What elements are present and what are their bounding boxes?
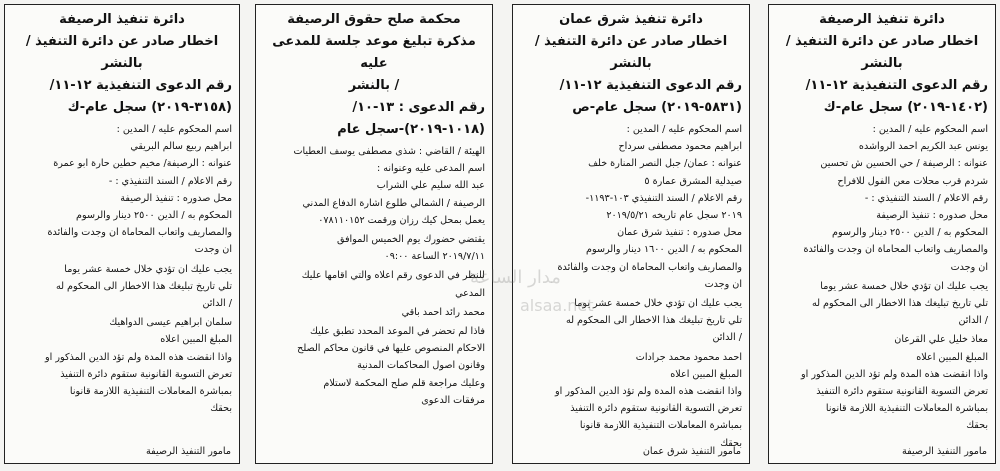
- notice-line: رقم الاعلام / السند التنفيذي : -: [108, 175, 232, 187]
- notice-line: صيدلية المشرق عمارة ٥: [644, 175, 742, 187]
- creditor-name: احمد محمود محمد جرادات: [635, 351, 742, 363]
- notice-subheading-cont: / بالنشر: [348, 78, 400, 93]
- plaintiff-name: محمد رائد احمد باقي: [401, 306, 485, 318]
- notice-line: تلي تاريخ تبليغك هذا الاخطار الى المحكوم له: [55, 280, 232, 292]
- notice-line: بحقك: [720, 437, 742, 449]
- case-number: رقم الدعوى التنفيذية ١٢-١١/: [559, 78, 742, 93]
- notice-line: والمصاريف واتعاب المحاماة ان وجدت والفائدة: [803, 244, 988, 256]
- notice-line: وعليك مراجعة قلم صلح المحكمة لاستلام: [323, 377, 485, 389]
- notice-line: الهيئة / القاضي : شذى مصطفى يوسف العطيات: [293, 146, 485, 157]
- notice-line: بحقك: [210, 403, 232, 415]
- notice-line: المحكوم به / الدين ١٦٠٠ دينار والرسوم: [586, 244, 742, 256]
- notice-line: وقانون اصول المحاكمات المدنية: [357, 360, 485, 372]
- notice-line: ابراهيم محمود مصطفى سرداح: [618, 141, 742, 153]
- notice-line: يجب عليك ان تؤدي خلال خمسة عشر يوما: [574, 298, 742, 310]
- notice-line: والمصاريف واتعاب المحاماة ان وجدت والفائدة: [47, 227, 232, 239]
- notice-line: المحكوم به / الدين ٢٥٠٠ دينار والرسوم: [76, 210, 232, 222]
- notice-line: ان وجدت: [950, 261, 988, 273]
- notice-line: ان وجدت: [704, 278, 742, 290]
- notice-rusaifa-execution-3158: [4, 4, 240, 464]
- case-number: رقم الدعوى التنفيذية ١٢-١١/: [805, 78, 988, 93]
- notice-line: واذا انقضت هذه المدة ولم تؤد الدين المذكور او: [801, 368, 988, 380]
- case-record: (٥٨٣١-٢٠١٩) سجل عام-ص: [572, 100, 742, 115]
- notice-line: بمباشرة المعاملات التنفيذية اللازمة قانونا: [825, 403, 988, 415]
- notice-line: رقم الاعلام / السند التنفيذي : -: [864, 192, 988, 204]
- creditor-name: معاذ خليل علي القرعان: [894, 334, 988, 346]
- notice-line: / الدائن: [958, 315, 988, 327]
- notice-line: فاذا لم تحضر في الموعد المحدد تطبق عليك: [310, 326, 485, 338]
- notice-line: ٢٠١٩ سجل عام تاريخه ٢٠١٩/٥/٢١: [606, 210, 742, 222]
- notice-line: اسم المحكوم عليه / المدين :: [626, 124, 742, 135]
- creditor-name: سلمان ابراهيم عيسى الدواهيك: [109, 317, 232, 329]
- notice-line: تعرض التسوية القانونية ستقوم دائرة التنفيذ: [60, 368, 232, 380]
- notice-subheading: مذكرة تبليغ موعد جلسة للمدعى عليه: [272, 34, 476, 71]
- notice-line: بمباشرة المعاملات التنفيذية اللازمة قانونا: [69, 386, 232, 398]
- hearing-date: ٢٠١٩/٧/١١ الساعة ٠٩:٠٠: [384, 251, 485, 263]
- notice-line: المبلغ المبين اعلاه: [916, 351, 988, 363]
- notice-line: تلي تاريخ تبليغك هذا الاخطار الى المحكوم له: [811, 298, 988, 310]
- notice-line: عنوانه : عمان/ جبل النصر المنارة خلف: [588, 158, 742, 170]
- watermark-url: alsaa.net: [520, 296, 594, 315]
- case-record: (١٠١٨-٢٠١٩)-سجل عام: [337, 122, 485, 137]
- notice-line: للنظر في الدعوى رقم اعلاه والتي اقامها عليك: [301, 270, 485, 282]
- notice-signature: مامور التنفيذ شرق عمان: [642, 445, 741, 457]
- notice-line: يونس عبد الكريم احمد الرواشده: [858, 141, 988, 153]
- notice-line: شردم قرب محلات معن الفول للافراح: [837, 175, 988, 187]
- notice-line: يعمل بمحل كيك رزان ورقمت ٠٧٨١١٠١٥٢: [318, 214, 485, 226]
- notice-east-amman-execution-5831: [512, 4, 750, 464]
- notice-line: محل صدوره : تنفيذ الرصيفة: [876, 210, 988, 222]
- notice-line: عنوانه : الرصيفة/ مخيم حطين حارة ابو عمرة: [53, 158, 232, 170]
- notice-line: ابراهيم ربيع سالم البريقي: [130, 141, 232, 153]
- notice-heading: دائرة تنفيذ الرصيفة: [59, 12, 185, 27]
- notice-subheading: اخطار صادر عن دائرة التنفيذ / بالنشر: [25, 34, 219, 71]
- notice-line: تعرض التسوية القانونية ستقوم دائرة التنفيذ: [570, 403, 742, 415]
- notice-line: / الدائن: [202, 298, 232, 310]
- notice-line: المحكوم به / الدين ٢٥٠٠ دينار والرسوم: [832, 227, 988, 239]
- notice-line: المدعي: [455, 287, 485, 299]
- notice-line: تلي تاريخ تبليغك هذا الاخطار الى المحكوم له: [565, 315, 742, 327]
- notice-line: الرصيفة / الشمالي طلوع اشارة الدفاع المدني: [302, 197, 485, 209]
- notice-line: بحقك: [966, 420, 988, 432]
- notice-line: يقتضي حضورك يوم الخميس الموافق: [336, 234, 485, 246]
- notice-heading: دائرة تنفيذ شرق عمان: [559, 12, 703, 27]
- notice-line: محل صدوره : تنفيذ شرق عمان: [617, 227, 742, 239]
- notice-line: عنوانه : الرصيفة / حي الحسين ش تحسين: [820, 158, 988, 170]
- notice-signature: مامور التنفيذ الرصيفة: [146, 445, 231, 457]
- case-number: رقم الدعوى : ١٣-١٠/: [352, 100, 485, 115]
- watermark-arabic: مدار الساعة: [470, 267, 561, 288]
- notice-heading: دائرة تنفيذ الرصيفة: [819, 12, 945, 27]
- defendant-name: عبد الله سليم علي الشراب: [376, 180, 485, 192]
- case-record: (١٤٠٢-٢٠١٩) سجل عام-ك: [823, 100, 988, 115]
- notice-line: يجب عليك ان تؤدي خلال خمسة عشر يوما: [820, 280, 988, 292]
- notice-line: والمصاريف واتعاب المحاماة ان وجدت والفائدة: [557, 261, 742, 273]
- case-number: رقم الدعوى التنفيذية ١٢-١١/: [49, 78, 232, 93]
- notice-line: ان وجدت: [194, 244, 232, 256]
- notice-line: يجب عليك ان تؤدي خلال خمسة عشر يوما: [64, 263, 232, 275]
- notice-rusaifa-court-summons-1018: [255, 4, 493, 464]
- notice-line: اسم المحكوم عليه / المدين :: [872, 124, 988, 135]
- notice-line: اسم المدعى عليه وعنوانه :: [376, 163, 485, 175]
- notice-line: مرفقات الدعوى: [421, 394, 485, 406]
- notice-subheading: اخطار صادر عن دائرة التنفيذ / بالنشر: [534, 34, 728, 71]
- notice-line: المبلغ المبين اعلاه: [670, 368, 742, 380]
- notice-line: محل صدوره : تنفيذ الرصيفة: [120, 192, 232, 204]
- notice-line: الاحكام المنصوص عليها في قانون محاكم الصلح: [297, 343, 485, 355]
- notice-line: المبلغ المبين اعلاه: [160, 334, 232, 346]
- notice-subheading: اخطار صادر عن دائرة التنفيذ / بالنشر: [785, 34, 979, 71]
- notice-heading: محكمة صلح حقوق الرصيفة: [287, 12, 461, 27]
- notice-line: واذا انقضت هذه المدة ولم تؤد الدين المذكور او: [555, 386, 742, 398]
- notice-line: بمباشرة المعاملات التنفيذية اللازمة قانونا: [579, 420, 742, 432]
- notice-line: تعرض التسوية القانونية ستقوم دائرة التنفيذ: [816, 386, 988, 398]
- notice-line: / الدائن: [712, 332, 742, 344]
- notice-line: واذا انقضت هذه المدة ولم تؤد الدين المذكور او: [45, 351, 232, 363]
- notice-line: اسم المحكوم عليه / المدين :: [116, 124, 232, 135]
- notice-line: رقم الاعلام / السند التنفيذي ١٠٣-١١٩٣-: [585, 192, 742, 204]
- case-record: (٣١٥٨-٢٠١٩) سجل عام-ك: [67, 100, 232, 115]
- notice-rusaifa-execution-1402: [768, 4, 996, 464]
- notice-signature: مامور التنفيذ الرصيفة: [902, 445, 987, 457]
